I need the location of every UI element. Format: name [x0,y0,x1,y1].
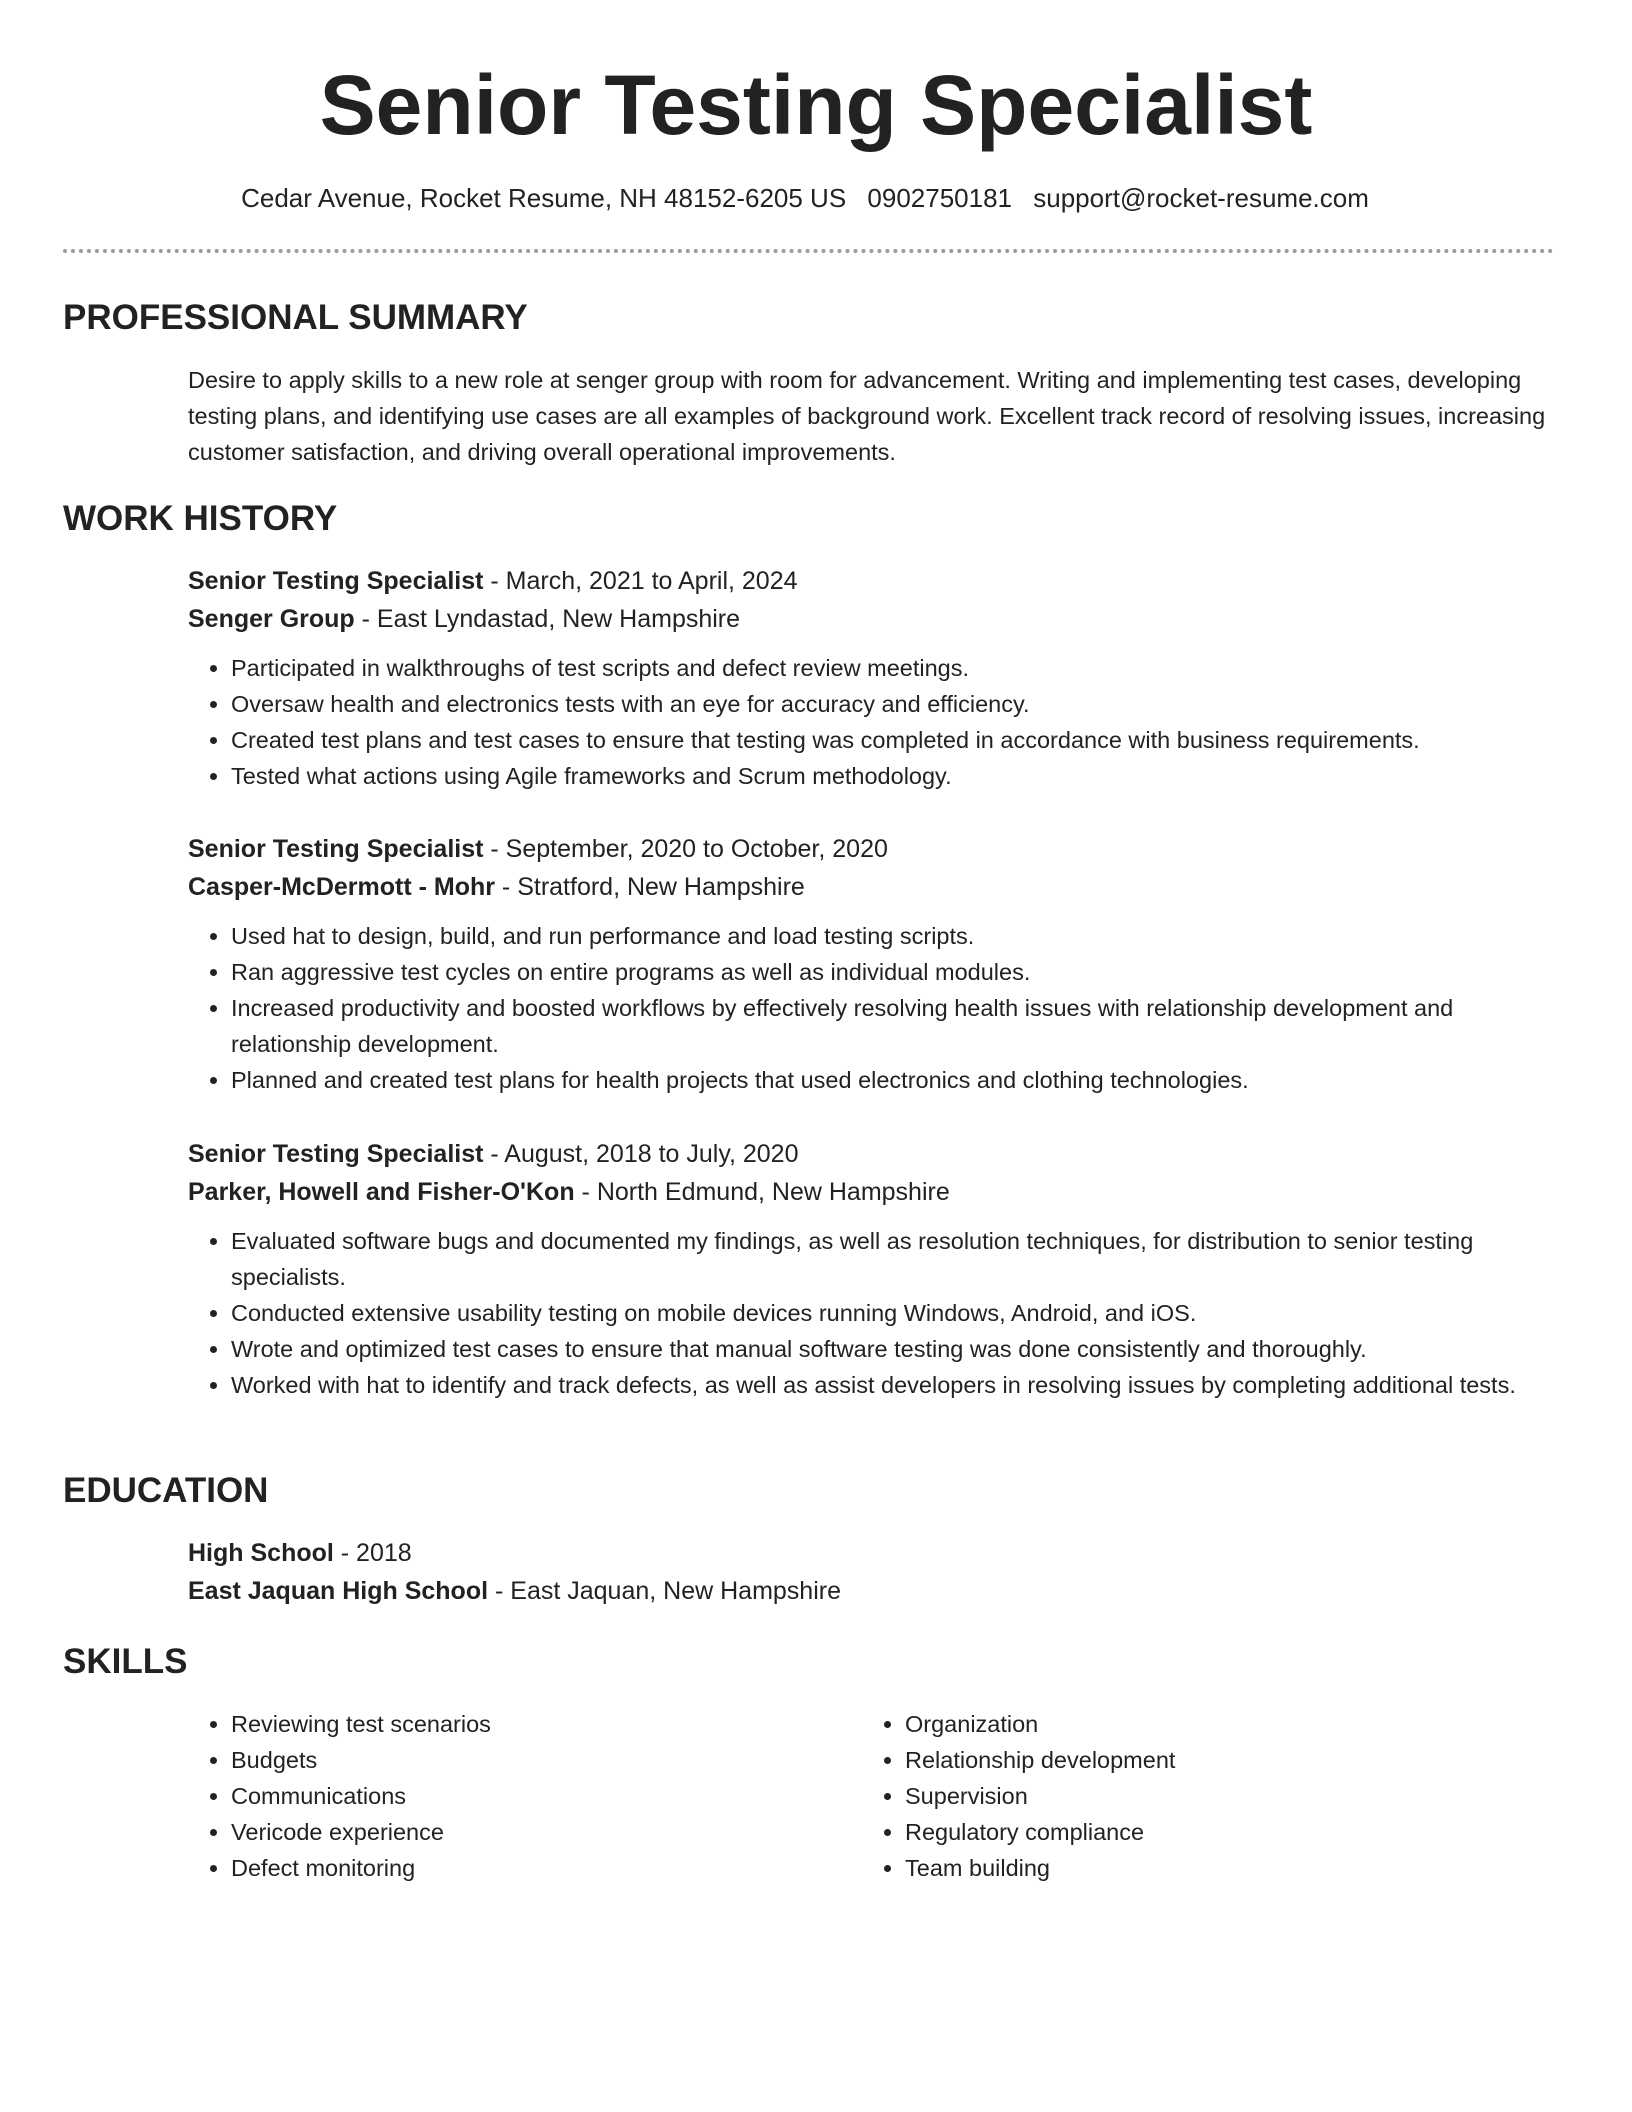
job-company: Casper-McDermott - Mohr [188,873,495,901]
skill-item: • Team building [905,1850,1462,1886]
education-year: - 2018 [333,1539,412,1567]
job-role: Senior Testing Specialist [188,835,484,863]
job-dates: - March, 2021 to April, 2024 [483,567,798,595]
skills-list-left [188,1706,788,1886]
job-location: - Stratford, New Hampshire [494,873,805,901]
job-company-line [188,1173,1558,1211]
skill-item: • Communications [231,1778,788,1814]
list-item: • Created test plans and test cases to ensure that testing was completed in accordance with business requirements. [231,722,1558,758]
job-company: Parker, Howell and Fisher-O'Kon [188,1178,575,1206]
job-company-line [188,600,1558,638]
list-item: • Participated in walkthroughs of test scripts and defect review meetings. [231,650,1558,686]
skill-item: • Organization [905,1706,1462,1742]
education-degree: High School [188,1539,334,1567]
skill-item: • Defect monitoring [231,1850,788,1886]
job-entry [188,830,1558,1098]
job-title-line [188,562,1558,600]
contact-address: Cedar Avenue, Rocket Resume, NH 48152-6205 US [241,183,847,213]
skill-item: • Budgets [231,1742,788,1778]
list-item: • Wrote and optimized test cases to ensure that manual software testing was done consistently and thoroughly. [231,1331,1558,1367]
job-bullets [188,650,1558,794]
job-dates: - August, 2018 to July, 2020 [483,1140,799,1168]
education-school-line [188,1572,1558,1610]
summary-text: Desire to apply skills to a new role at senger group with room for advancement. Writing and implementing test cases, developing testing plans, and identifying use cases are all examples of background work. Excellent track record of resolving issues, increasing customer satisfaction, and driving overall operational improvements. [188,367,1546,465]
section-title-summary: PROFESSIONAL SUMMARY [63,298,528,337]
list-item: • Planned and created test plans for health projects that used electronics and clothing technologies. [231,1062,1558,1098]
education-school: East Jaquan High School [188,1577,489,1605]
skill-item: • Supervision [905,1778,1462,1814]
skill-item: • Vericode experience [231,1814,788,1850]
job-dates: - September, 2020 to October, 2020 [483,835,888,863]
skill-item: • Relationship development [905,1742,1462,1778]
section-title-education: EDUCATION [63,1471,269,1510]
resume-name: Senior Testing Specialist [319,58,1313,152]
list-item: • Worked with hat to identify and track defects, as well as assist developers in resolving issues by completing additional tests. [231,1367,1558,1403]
skill-item: • Regulatory compliance [905,1814,1462,1850]
list-item: • Oversaw health and electronics tests with an eye for accuracy and efficiency. [231,686,1558,722]
skill-item: • Reviewing test scenarios [231,1706,788,1742]
list-item: • Evaluated software bugs and documented my findings, as well as resolution techniques, for distribution to senior testing specialists. [231,1223,1558,1295]
header-divider [63,249,1554,253]
education-entry [188,1534,1558,1610]
job-bullets [188,918,1558,1098]
job-title-line [188,830,1558,868]
job-bullets [188,1223,1558,1403]
job-company: Senger Group [188,605,355,633]
skills-column-left [188,1706,788,1886]
contact-line [0,180,1610,216]
education-degree-line [188,1534,1558,1572]
job-entry [188,562,1558,794]
list-item: • Conducted extensive usability testing on mobile devices running Windows, Android, and iOS. [231,1295,1558,1331]
contact-email: support@rocket-resume.com [1033,183,1369,213]
list-item: • Used hat to design, build, and run performance and load testing scripts. [231,918,1558,954]
education-location: - East Jaquan, New Hampshire [488,1577,841,1605]
list-item: • Tested what actions using Agile frameworks and Scrum methodology. [231,758,1558,794]
job-location: - East Lyndastad, New Hampshire [354,605,741,633]
contact-phone: 0902750181 [867,183,1013,213]
job-role: Senior Testing Specialist [188,567,484,595]
skills-list-right [862,1706,1462,1886]
job-title-line [188,1135,1558,1173]
job-role: Senior Testing Specialist [188,1140,484,1168]
section-title-skills: SKILLS [63,1642,188,1681]
list-item: • Increased productivity and boosted workflows by effectively resolving health issues with relationship development and relationship development. [231,990,1558,1062]
job-entry [188,1135,1558,1403]
section-title-work-history: WORK HISTORY [63,499,338,538]
job-location: - North Edmund, New Hampshire [574,1178,950,1206]
job-company-line [188,868,1558,906]
skills-column-right [862,1706,1462,1886]
list-item: • Ran aggressive test cycles on entire programs as well as individual modules. [231,954,1558,990]
